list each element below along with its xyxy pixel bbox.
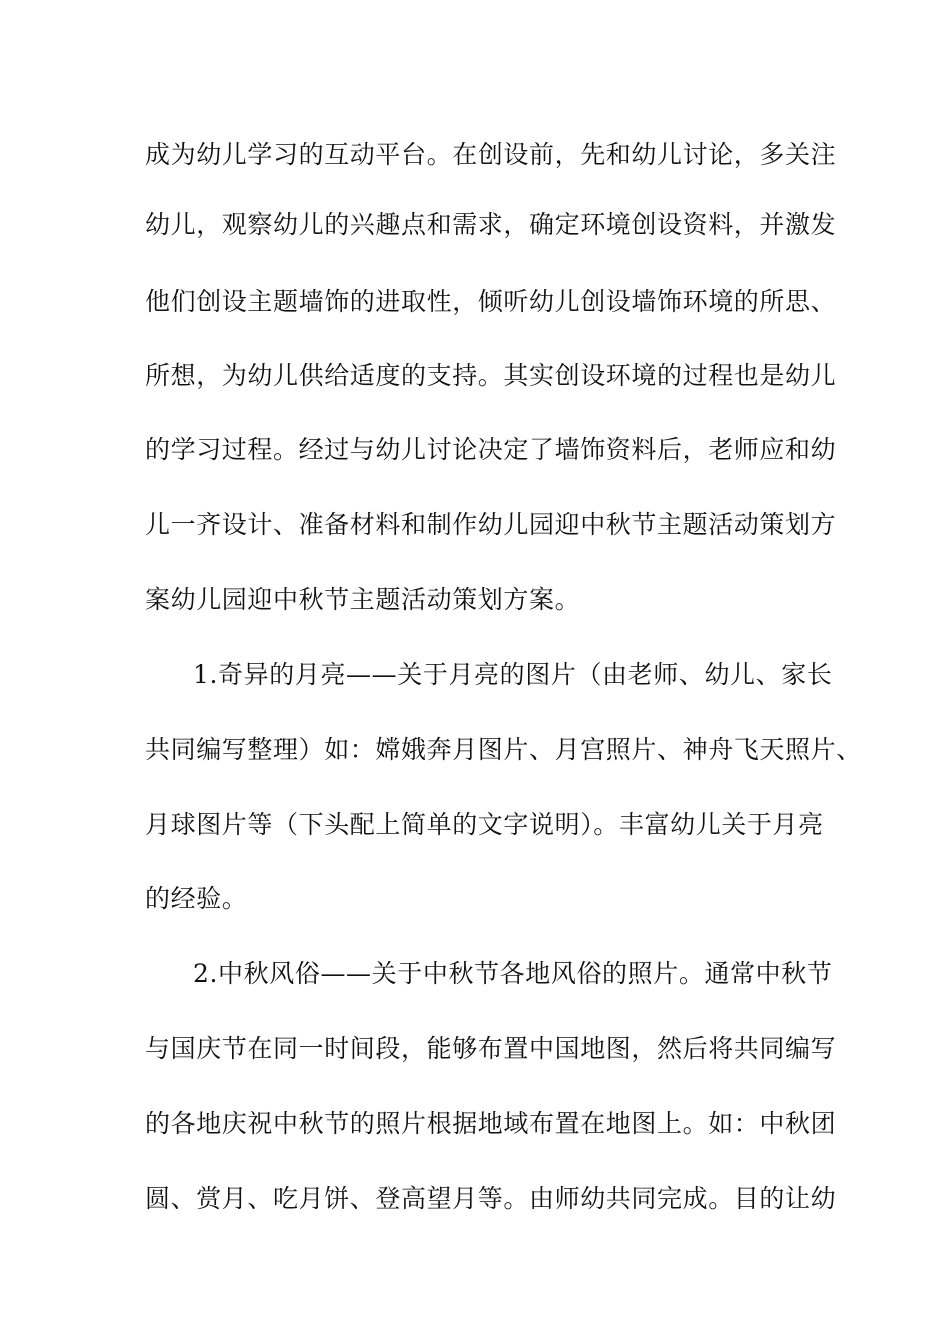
- text-line: 所想，为幼儿供给适度的支持。其实创设环境的过程也是幼儿: [145, 361, 837, 390]
- text-line: 成为幼儿学习的互动平台。在创设前，先和幼儿讨论，多关注: [145, 140, 837, 169]
- text-line: 的各地庆祝中秋节的照片根据地域布置在地图上。如：中秋团: [145, 1109, 837, 1138]
- text-line: 儿一齐设计、准备材料和制作幼儿园迎中秋节主题活动策划方: [145, 510, 837, 539]
- text-line: 幼儿，观察幼儿的兴趣点和需求，确定环境创设资料，并激发: [145, 210, 837, 239]
- text-line: 的学习过程。经过与幼儿讨论决定了墙饰资料后，老师应和幼: [145, 435, 837, 464]
- paragraph-start-line: 1.奇异的月亮——关于月亮的图片（由老师、幼儿、家长: [193, 660, 833, 689]
- text-line: 圆、赏月、吃月饼、登高望月等。由师幼共同完成。目的让幼: [145, 1184, 837, 1213]
- text-line: 共同编写整理）如：嫦娥奔月图片、月宫照片、神舟飞天照片、: [145, 735, 862, 764]
- paragraph-start-line: 2.中秋风俗——关于中秋节各地风俗的照片。通常中秋节: [193, 959, 833, 988]
- text-line: 的经验。: [145, 884, 248, 913]
- text-line: 与国庆节在同一时间段，能够布置中国地图，然后将共同编写: [145, 1034, 837, 1063]
- text-line: 月球图片等（下头配上简单的文字说明）。丰富幼儿关于月亮: [145, 810, 824, 839]
- text-line: 案幼儿园迎中秋节主题活动策划方案。: [145, 585, 581, 614]
- text-line: 他们创设主题墙饰的进取性，倾听幼儿创设墙饰环境的所思、: [145, 287, 837, 316]
